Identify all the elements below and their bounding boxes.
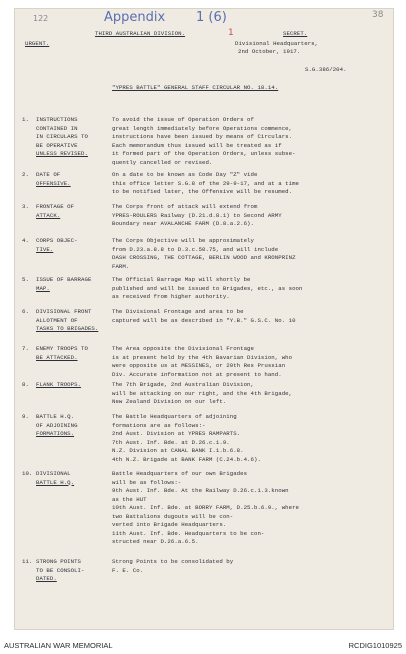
section-number: 10. bbox=[22, 470, 33, 477]
section-text-line: Boundary near AVALANCHE FARM (D.8.a.2.6). bbox=[112, 220, 254, 227]
section-heading-line: STRONG POINTS bbox=[36, 558, 82, 565]
archive-footer bbox=[0, 640, 406, 654]
section-number: 3. bbox=[22, 203, 29, 210]
section-text-line: 7th Aust. Inf. Bde. at D.26.c.1.9. bbox=[112, 438, 230, 446]
section-heading-line: OF ADJOINING bbox=[36, 421, 78, 429]
top-left-mark: 122 bbox=[33, 14, 49, 23]
section-text-line: 9th Aust. Inf. Bde. At the Railway D.26.c.1.3.known bbox=[112, 487, 289, 494]
section-heading-line: OFFENSIVE. bbox=[36, 179, 71, 187]
appendix-annotation: Appendix bbox=[104, 10, 166, 25]
section-heading-line: CORPS OBJEC- bbox=[36, 237, 78, 244]
section-text-line: it formed part of the Operation Orders, unless subse- bbox=[112, 150, 296, 157]
reference-number: S.G.386/204. bbox=[305, 66, 347, 73]
section-heading-line: DIVISIONAL bbox=[36, 470, 71, 477]
section-text-line: two Battalions dugouts will be con- bbox=[112, 512, 234, 520]
section-text-line: 4th N.Z. Brigade at BANK FARM (C.24.b.4.6). bbox=[112, 455, 261, 463]
section-heading-line: TASKS TO BRIGADES. bbox=[36, 325, 99, 332]
section-text-line: as received from higher authority. bbox=[112, 293, 230, 300]
section-text-line: is at present held by the 4th Bavarian Division, who bbox=[112, 353, 293, 361]
section-text-line: The 7th Brigade, 2nd Australian Division, bbox=[112, 381, 254, 388]
section-heading-line: MAP. bbox=[36, 284, 50, 292]
section-text-line: to be notified later, the Offensive will be resumed. bbox=[112, 188, 293, 195]
section-heading-line: TO BE CONSOLI- bbox=[36, 566, 85, 574]
circular-title: "YPRES BATTLE" GENERAL STAFF CIRCULAR NO. 18.14. bbox=[112, 84, 279, 91]
division-title: THIRD AUSTRALIAN DIVISION. bbox=[95, 30, 186, 37]
record-id: RCDIG1010925 bbox=[348, 641, 402, 650]
section-text-line: will be attacking on our right, and the 4th Brigade, bbox=[112, 389, 293, 397]
section-text-line: The Area opposite the Divisional Frontage bbox=[112, 345, 254, 352]
headquarters-line: Divisional Headquarters, bbox=[235, 40, 319, 47]
archive-name: AUSTRALIAN WAR MEMORIAL bbox=[4, 641, 113, 650]
urgent-label: URGENT. bbox=[25, 40, 50, 47]
section-text-line: Div. Accurate information not at present to hand. bbox=[112, 370, 282, 378]
section-number: 7. bbox=[22, 345, 29, 352]
section-text-line: will be as follows:- bbox=[112, 478, 182, 486]
section-text-line: Battle Headquarters of our own Brigades bbox=[112, 470, 248, 477]
section-text-line: F. E. Co. bbox=[112, 566, 144, 574]
section-number: 2. bbox=[22, 171, 29, 178]
section-heading-line: ISSUE OF BARRAGE bbox=[36, 276, 92, 283]
section-number: 4. bbox=[22, 237, 29, 244]
section-text-line: structed near D.26.a.6.5. bbox=[112, 538, 199, 545]
section-text-line: The Official Barrage Map will shortly be bbox=[112, 276, 251, 283]
red-mark: 1 bbox=[228, 28, 234, 38]
section-text-line: formations are as follows:- bbox=[112, 421, 206, 429]
section-text-line: New Zealand Division on our left. bbox=[112, 398, 227, 405]
appendix-number-annotation: 1 (6) bbox=[196, 10, 227, 25]
section-number: 6. bbox=[22, 308, 29, 315]
section-text-line: verted into Brigade Headquarters. bbox=[112, 521, 227, 528]
section-heading-line: INSTRUCTIONS bbox=[36, 116, 78, 123]
section-text-line: The Divisional Frontage and area to be bbox=[112, 308, 244, 315]
section-heading-line: ATTACK. bbox=[36, 211, 61, 219]
section-heading-line: DATE OF bbox=[36, 171, 61, 178]
section-text-line: On a date to be known as Code Day "Z" vide bbox=[112, 171, 258, 178]
section-text-line: from D.23.a.8.8 to D.3.c.50.75, and will include bbox=[112, 245, 279, 253]
section-text-line: 2nd Aust. Division at YPRES RAMPARTS. bbox=[112, 430, 241, 437]
section-text-line: 10th Aust. Inf. Bde. at BORRY FARM, D.25.b.6.9., where bbox=[112, 504, 300, 511]
section-text-line: YPRES-ROULERS Railway (D.21.d.8.1) to Second ARMY bbox=[112, 211, 282, 219]
section-text-line: quently cancelled or revised. bbox=[112, 158, 213, 166]
section-text-line: captured will be as described in "Y.B." G.S.C. No. 10 bbox=[112, 316, 296, 324]
section-text-line: Each memorandum thus issued will be treated as if bbox=[112, 141, 282, 149]
section-heading-line: CONTAINED IN bbox=[36, 124, 78, 132]
section-text-line: instructions have been issued by means of Circulars. bbox=[112, 133, 293, 140]
corner-page-number: 38 bbox=[372, 10, 384, 20]
section-number: 11. bbox=[22, 558, 33, 565]
section-number: 1. bbox=[22, 116, 29, 123]
section-text-line: published and will be issued to Brigades, etc., as soon bbox=[112, 284, 303, 292]
section-text-line: great length immediately before Operations commence, bbox=[112, 124, 293, 132]
section-heading-line: ALLOTMENT OF bbox=[36, 316, 78, 324]
section-heading-line: FORMATIONS. bbox=[36, 430, 75, 437]
section-heading-line: UNLESS REVISED. bbox=[36, 150, 88, 157]
section-heading-line: DATED. bbox=[36, 575, 57, 582]
section-heading-line: TIVE. bbox=[36, 245, 54, 253]
section-text-line: 11th Aust. Inf. Bde. Headquarters to be con- bbox=[112, 529, 265, 537]
section-heading-line: ENEMY TROOPS TO bbox=[36, 345, 88, 352]
section-text-line: N.Z. Division at CANAL BANK I.1.b.6.8. bbox=[112, 447, 244, 454]
section-text-line: FARM. bbox=[112, 262, 130, 270]
section-text-line: Strong Points to be consolidated by bbox=[112, 558, 234, 565]
section-text-line: were opposite us at MESSINES, or 20th Res Prussian bbox=[112, 362, 286, 369]
date-line: 2nd October, 1917. bbox=[238, 48, 301, 55]
section-heading-line: BATTLE H.Q. bbox=[36, 478, 75, 486]
section-text-line: The Corps front of attack will extend from bbox=[112, 203, 258, 210]
secret-label: SECRET. bbox=[283, 30, 308, 37]
section-text-line: The Battle Headquarters of adjoining bbox=[112, 413, 237, 420]
section-heading-line: IN CIRCULARS TO bbox=[36, 133, 88, 140]
section-text-line: To avoid the issue of Operation Orders of bbox=[112, 116, 254, 123]
section-heading-line: BATTLE H.Q. bbox=[36, 413, 75, 420]
section-number: 8. bbox=[22, 381, 29, 388]
section-heading-line: FLANK TROOPS. bbox=[36, 381, 82, 388]
section-heading-line: BE OPERATIVE bbox=[36, 141, 78, 149]
section-text-line: this office letter S.G.8 of the 29-9-17, and at a time bbox=[112, 179, 300, 187]
section-heading-line: FRONTAGE OF bbox=[36, 203, 75, 210]
section-heading-line: DIVISIONAL FRONT bbox=[36, 308, 92, 315]
section-heading-line: BE ATTACKED. bbox=[36, 353, 78, 361]
section-text-line: as the HUT bbox=[112, 495, 147, 503]
section-text-line: DASH CROSSING, THE COTTAGE, BERLIN WOOD and KRONPRINZ bbox=[112, 254, 296, 261]
section-number: 9. bbox=[22, 413, 29, 420]
section-text-line: The Corps Objective will be approximately bbox=[112, 237, 254, 244]
section-number: 5. bbox=[22, 276, 29, 283]
